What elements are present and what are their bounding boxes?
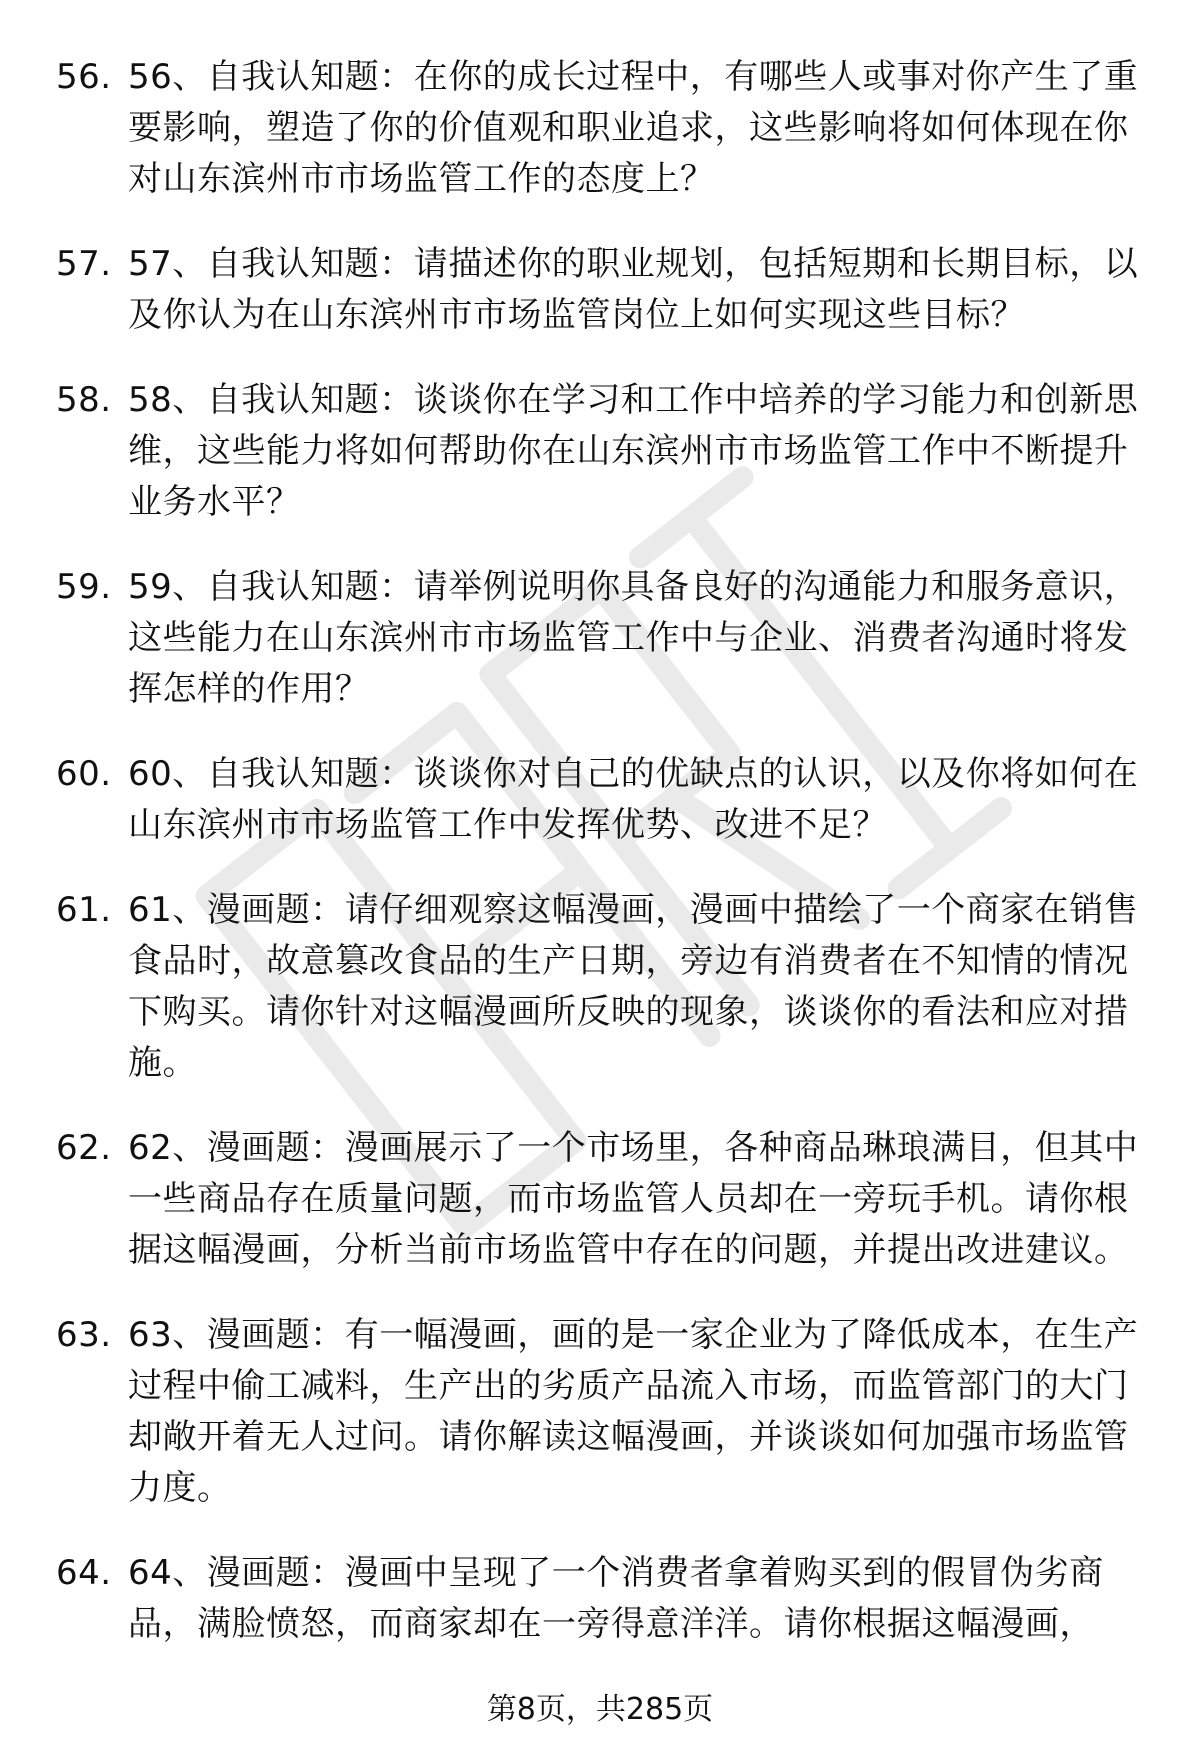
question-item bbox=[0, 562, 1200, 715]
question-text: 61、漫画题：请仔细观察这幅漫画，漫画中描绘了一个商家在销售食品时，故意篡改食品的生产日期，旁边有消费者在不知情的情况下购买。请你针对这幅漫画所反映的现象，谈谈你的看法和应对措施。 bbox=[128, 890, 1139, 1083]
question-item bbox=[0, 749, 1200, 851]
question-item bbox=[0, 1548, 1200, 1650]
question-number: 58. bbox=[56, 380, 112, 420]
question-text: 60、自我认知题：谈谈你对自己的优缺点的认识，以及你将如何在山东滨州市市场监管工作中发挥优势、改进不足？ bbox=[128, 754, 1139, 845]
question-number: 60. bbox=[56, 754, 112, 794]
question-text: 64、漫画题：漫画中呈现了一个消费者拿着购买到的假冒伪劣商品，满脸愤怒，而商家却在一旁得意洋洋。请你根据这幅漫画， bbox=[128, 1553, 1104, 1644]
question-number: 56. bbox=[56, 57, 112, 97]
question-item bbox=[0, 375, 1200, 528]
question-text: 58、自我认知题：谈谈你在学习和工作中培养的学习能力和创新思维，这些能力将如何帮助你在山东滨州市市场监管工作中不断提升业务水平？ bbox=[128, 380, 1139, 522]
question-list bbox=[0, 52, 1200, 1684]
question-number: 57. bbox=[56, 244, 112, 284]
question-number: 59. bbox=[56, 567, 112, 607]
question-number: 62. bbox=[56, 1128, 112, 1168]
question-item bbox=[0, 1123, 1200, 1276]
question-number: 63. bbox=[56, 1315, 112, 1355]
question-item bbox=[0, 1310, 1200, 1514]
question-number: 64. bbox=[56, 1553, 112, 1593]
page-footer: 第8页，共285页 bbox=[486, 1692, 714, 1727]
question-number: 61. bbox=[56, 890, 112, 930]
question-item bbox=[0, 885, 1200, 1089]
question-text: 62、漫画题：漫画展示了一个市场里，各种商品琳琅满目，但其中一些商品存在质量问题，而市场监管人员却在一旁玩手机。请你根据这幅漫画，分析当前市场监管中存在的问题，并提出改进建议。 bbox=[128, 1128, 1139, 1270]
question-item bbox=[0, 239, 1200, 341]
question-text: 56、自我认知题：在你的成长过程中，有哪些人或事对你产生了重要影响，塑造了你的价值观和职业追求，这些影响将如何体现在你对山东滨州市市场监管工作的态度上？ bbox=[128, 57, 1139, 199]
question-text: 57、自我认知题：请描述你的职业规划，包括短期和长期目标，以及你认为在山东滨州市市场监管岗位上如何实现这些目标？ bbox=[128, 244, 1139, 335]
question-item bbox=[0, 52, 1200, 205]
question-text: 59、自我认知题：请举例说明你具备良好的沟通能力和服务意识，这些能力在山东滨州市市场监管工作中与企业、消费者沟通时将发挥怎样的作用？ bbox=[128, 567, 1139, 709]
question-text: 63、漫画题：有一幅漫画，画的是一家企业为了降低成本，在生产过程中偷工减料，生产出的劣质产品流入市场，而监管部门的大门却敞开着无人过问。请你解读这幅漫画，并谈谈如何加强市场监管力度。 bbox=[128, 1315, 1139, 1508]
